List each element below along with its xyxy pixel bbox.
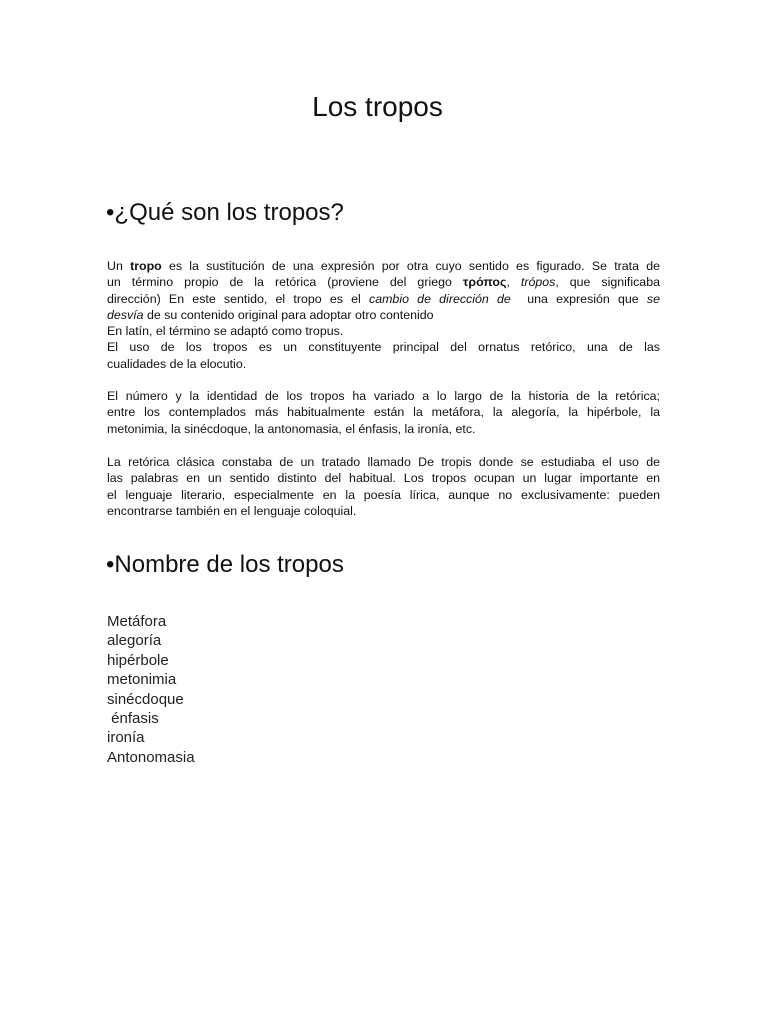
section-heading-que-son: •¿Qué son los tropos? xyxy=(106,199,344,226)
list-item: metonimia xyxy=(107,671,177,689)
paragraph-line: desvía de su contenido original para adoptar otro contenido xyxy=(107,307,434,322)
paragraph-line: La retórica clásica constaba de un tratado llamado De tropis donde se estudiaba el uso de xyxy=(107,455,660,469)
paragraph-line: un término propio de la retórica (proviene del griego τρόπος, trópos, que significaba xyxy=(107,275,660,290)
paragraph-definicion xyxy=(107,258,660,372)
tropos-list xyxy=(107,612,195,767)
paragraph-line: En latín, el término se adaptó como tropus. xyxy=(107,324,344,339)
paragraph-line: encontrarse también en el lenguaje coloquial. xyxy=(107,503,357,518)
list-item: hipérbole xyxy=(107,651,169,669)
paragraph-line: metonimia, la sinécdoque, la antonomasia, el énfasis, la ironía, etc. xyxy=(107,421,476,436)
page-title: Los tropos xyxy=(312,91,443,122)
paragraph-line: Un tropo es la sustitución de una expresión por otra cuyo sentido es figurado. Se trata de xyxy=(107,259,660,273)
paragraph-line: dirección) En este sentido, el tropo es el cambio de dirección de una expresión que se xyxy=(107,291,661,306)
list-item: ironía xyxy=(107,729,145,747)
paragraph-retorica-clasica xyxy=(107,454,660,519)
italic-word-se: se xyxy=(646,291,661,306)
list-item: sinécdoque xyxy=(107,690,184,708)
paragraph-line: las palabras en un sentido distinto del habitual. Los tropos ocupan un lugar importante en xyxy=(107,471,660,486)
paragraph-line: entre los contemplados más habitualmente están la metáfora, la alegoría, la hipérbole, la xyxy=(107,405,660,420)
paragraph-line: El uso de los tropos es un constituyente principal del ornatus retórico, una de las xyxy=(107,340,660,355)
section-heading-nombre: •Nombre de los tropos xyxy=(106,551,344,578)
italic-word-desvia: desvía xyxy=(107,307,144,322)
list-item: Antonomasia xyxy=(107,748,195,766)
paragraph-line: el lenguaje literario, especialmente en la poesía lírica, aunque no exclusivamente: pueden xyxy=(107,487,660,502)
list-item: énfasis xyxy=(107,710,159,728)
paragraph-line: El número y la identidad de los tropos ha variado a lo largo de la historia de la retórica; xyxy=(107,389,660,403)
italic-term-tropos: trópos xyxy=(520,275,556,290)
paragraph-numero-identidad xyxy=(107,388,660,437)
bold-term-greek: τρόπος xyxy=(462,275,507,290)
bold-term-tropo: tropo xyxy=(130,259,162,273)
italic-phrase-cambio: cambio de dirección de xyxy=(369,291,511,306)
list-item: alegoría xyxy=(107,632,162,650)
list-item: Metáfora xyxy=(107,613,167,630)
paragraph-line: cualidades de la elocutio. xyxy=(107,356,247,371)
